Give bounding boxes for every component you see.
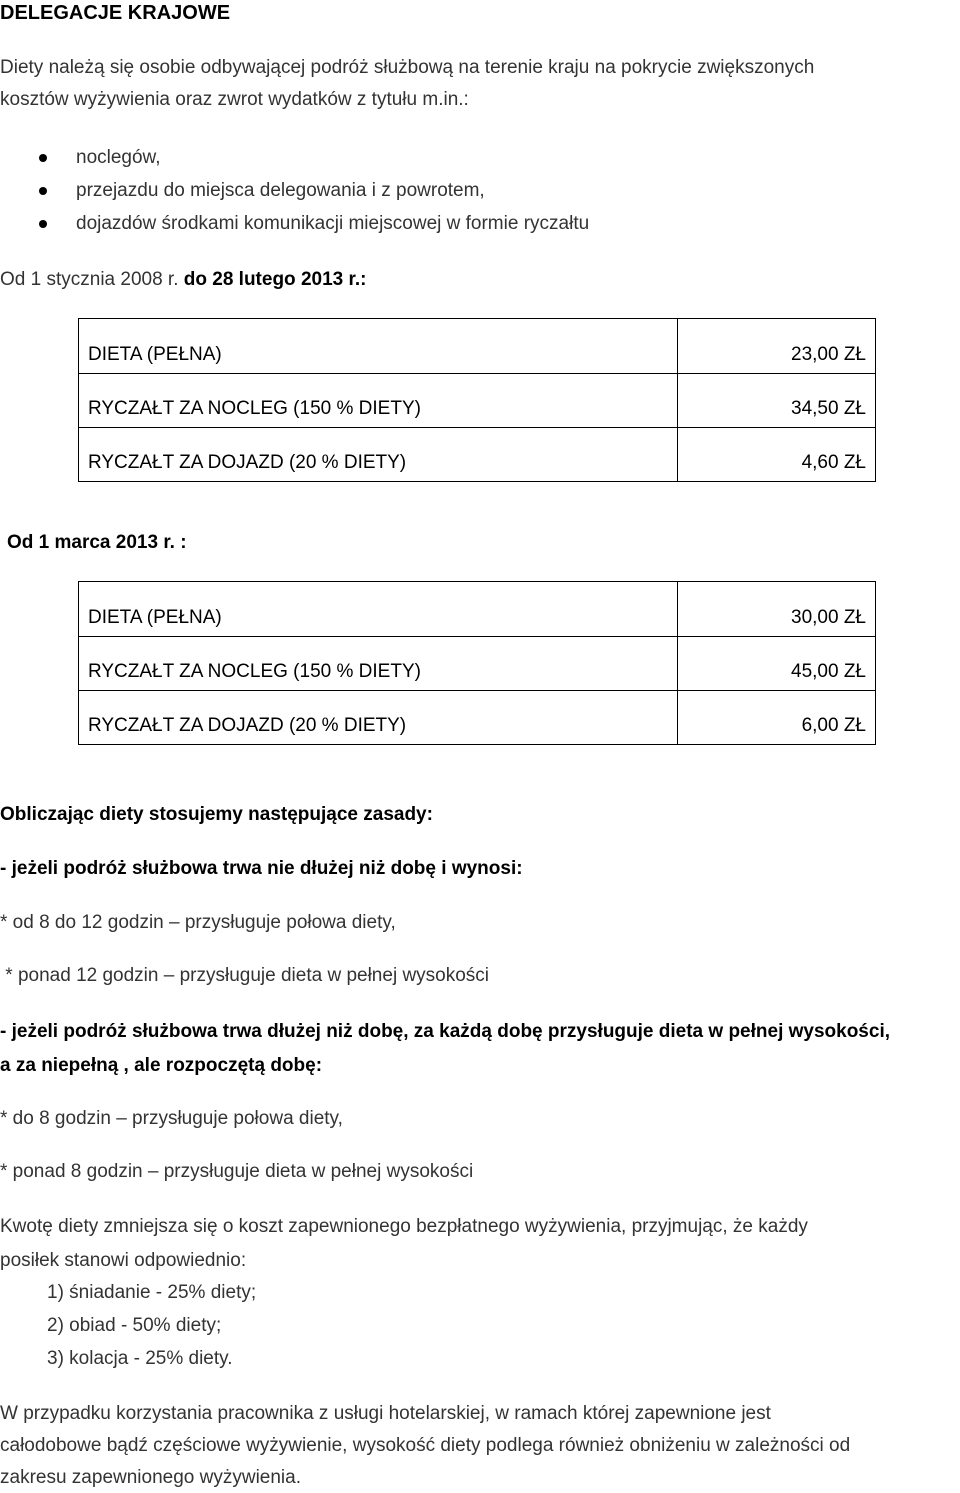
period-2-heading: Od 1 marca 2013 r. : bbox=[7, 532, 187, 553]
period-1-prefix: Od 1 stycznia 2008 r. bbox=[0, 269, 184, 290]
rate-label: RYCZAŁT ZA DOJAZD (20 % DIETY) bbox=[88, 452, 407, 473]
bullet-icon bbox=[39, 154, 47, 162]
meal-item: 2) obiad - 50% diety; bbox=[47, 1315, 222, 1336]
rates-table-2013 bbox=[78, 581, 876, 745]
rate-label: RYCZAŁT ZA NOCLEG (150 % DIETY) bbox=[88, 661, 421, 682]
rate-value: 45,00 ZŁ bbox=[791, 661, 866, 682]
bullet-icon bbox=[39, 220, 47, 228]
rate-value: 6,00 ZŁ bbox=[801, 715, 866, 736]
meals-line-2: posiłek stanowi odpowiednio: bbox=[0, 1250, 247, 1271]
bullet-text: noclegów, bbox=[76, 147, 161, 168]
rule-long-trip-line-2: a za niepełną , ale rozpoczętą dobę: bbox=[0, 1055, 323, 1076]
rule-long-trip-half: * do 8 godzin – przysługuje połowa diety, bbox=[0, 1108, 343, 1129]
rate-label: RYCZAŁT ZA DOJAZD (20 % DIETY) bbox=[88, 715, 407, 736]
rules-heading: Obliczając diety stosujemy następujące zasady: bbox=[0, 804, 433, 825]
rate-label: RYCZAŁT ZA NOCLEG (150 % DIETY) bbox=[88, 398, 421, 419]
bullet-text: dojazdów środkami komunikacji miejscowej w formie ryczałtu bbox=[76, 213, 590, 234]
hotel-line-3: zakresu zapewnionego wyżywienia. bbox=[0, 1467, 301, 1488]
page-title: DELEGACJE KRAJOWE bbox=[0, 2, 231, 24]
rule-long-trip-full: * ponad 8 godzin – przysługuje dieta w pełnej wysokości bbox=[0, 1161, 474, 1182]
rate-value: 34,50 ZŁ bbox=[791, 398, 866, 419]
meal-item: 1) śniadanie - 25% diety; bbox=[47, 1282, 257, 1303]
period-1-end-date: do 28 lutego 2013 r.: bbox=[183, 269, 367, 290]
meals-line-1: Kwotę diety zmniejsza się o koszt zapewnionego bezpłatnego wyżywienia, przyjmując, że każdy bbox=[0, 1216, 808, 1237]
bullet-icon bbox=[39, 187, 47, 195]
table-row bbox=[79, 373, 875, 427]
rate-value: 4,60 ZŁ bbox=[801, 452, 866, 473]
table-row bbox=[79, 582, 875, 636]
intro-line-1: Diety należą się osobie odbywającej podróż służbową na terenie kraju na pokrycie zwiększonych bbox=[0, 57, 815, 78]
table-row bbox=[79, 690, 875, 744]
rates-table-2008 bbox=[78, 318, 876, 482]
rule-short-trip: - jeżeli podróż służbowa trwa nie dłużej niż dobę i wynosi: bbox=[0, 858, 523, 879]
table-row bbox=[79, 427, 875, 481]
rate-value: 23,00 ZŁ bbox=[791, 344, 866, 365]
meal-item: 3) kolacja - 25% diety. bbox=[47, 1348, 233, 1369]
rate-value: 30,00 ZŁ bbox=[791, 607, 866, 628]
rate-label: DIETA (PEŁNA) bbox=[88, 607, 222, 628]
bullet-text: przejazdu do miejsca delegowania i z powrotem, bbox=[76, 180, 485, 201]
intro-line-2: kosztów wyżywienia oraz zwrot wydatków z tytułu m.in.: bbox=[0, 89, 469, 110]
hotel-line-2: całodobowe bądź częściowe wyżywienie, wysokość diety podlega również obniżeniu w zależności od bbox=[0, 1435, 851, 1456]
table-row bbox=[79, 636, 875, 690]
rate-label: DIETA (PEŁNA) bbox=[88, 344, 222, 365]
table-row bbox=[79, 319, 875, 373]
rule-long-trip-line-1: - jeżeli podróż służbowa trwa dłużej niż dobę, za każdą dobę przysługuje dieta w pełnej wysokości, bbox=[0, 1021, 891, 1042]
hotel-line-1: W przypadku korzystania pracownika z usługi hotelarskiej, w ramach której zapewnione jest bbox=[0, 1403, 771, 1424]
period-1-heading bbox=[0, 267, 366, 293]
rule-short-trip-full: * ponad 12 godzin – przysługuje dieta w pełnej wysokości bbox=[0, 965, 490, 986]
rule-short-trip-half: * od 8 do 12 godzin – przysługuje połowa diety, bbox=[0, 912, 396, 933]
